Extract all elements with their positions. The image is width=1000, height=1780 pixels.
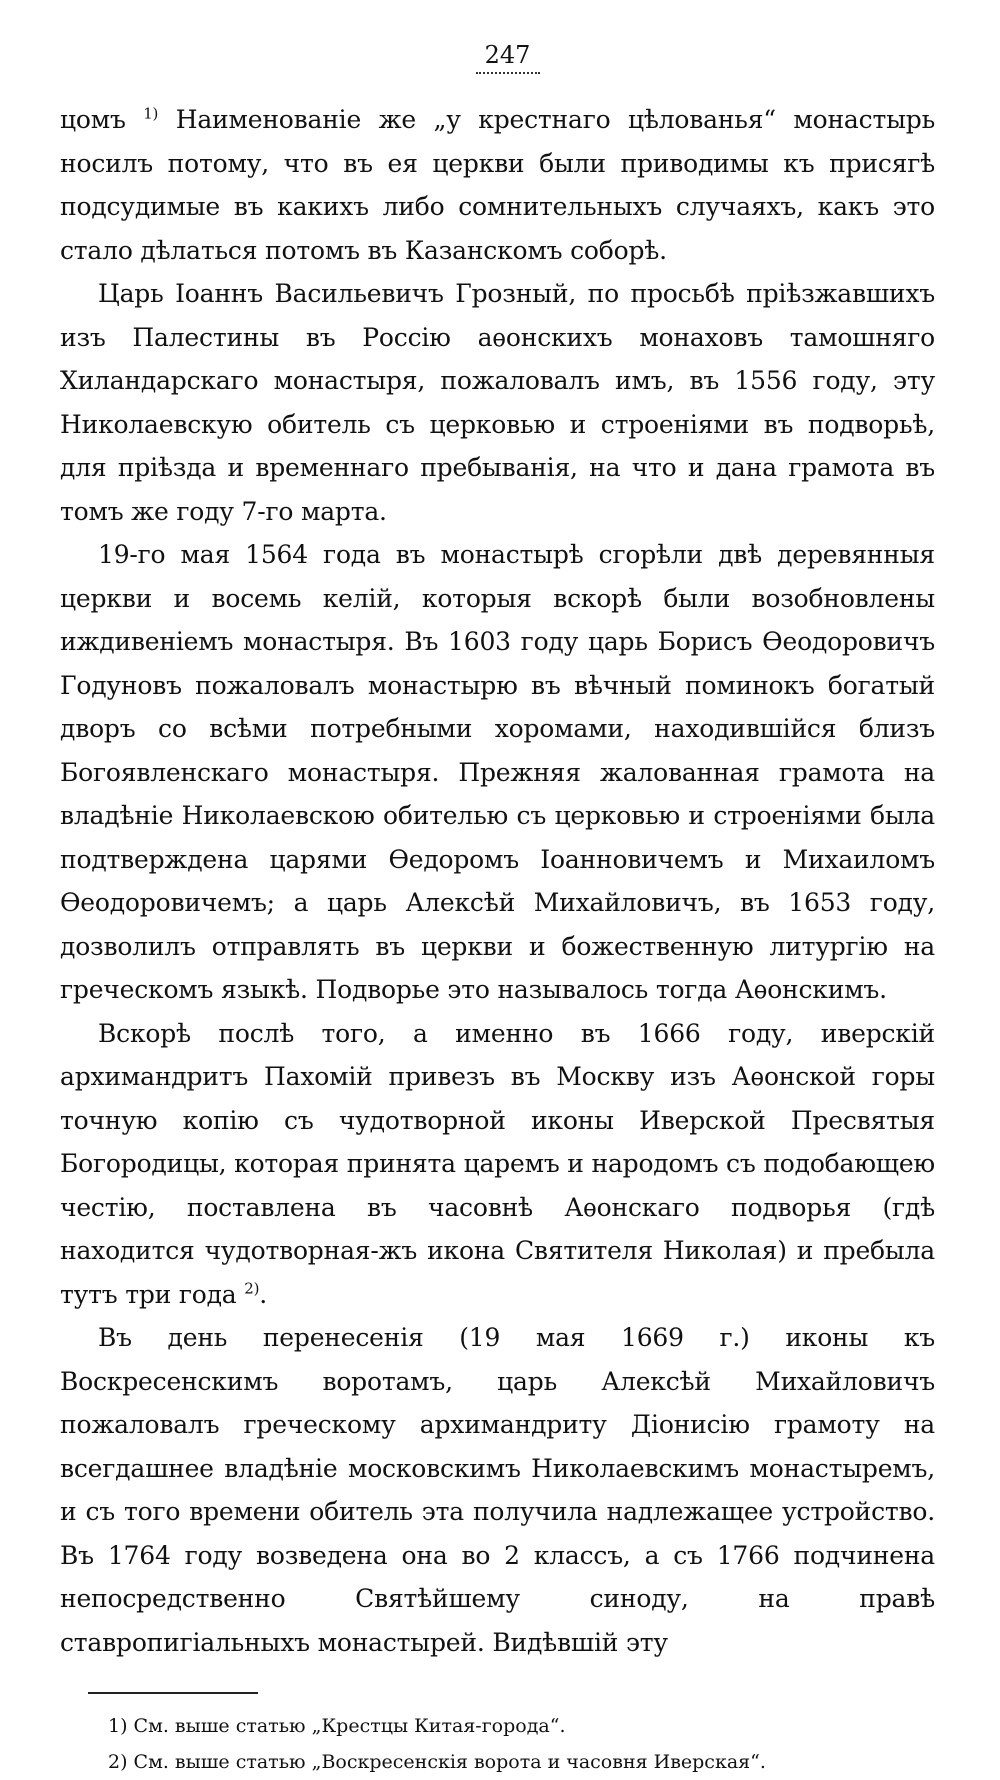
paragraph-5: Въ день перенесенія (19 мая 1669 г.) иконы къ Воскресенскимъ воротамъ, царь Алексѣй Михайловичъ пожаловалъ греческому архимандриту Діонисію грамоту на всегдашнее владѣніе московскимъ Николаевскимъ монастыремъ, и съ того времени обитель эта получила надлежащее устройство. Въ 1764 году возведена она во 2 классъ, а съ 1766 подчинена непосредственно Святѣйшему синоду, на правѣ ставропигіальныхъ монастырей. Видѣвшій эту bbox=[60, 1323, 935, 1657]
paragraph-1 bbox=[60, 98, 935, 272]
footnote-2: 2) См. выше статью „Воскресенскія ворота и часовня Иверская“. bbox=[108, 1751, 766, 1773]
page-number: 247 bbox=[484, 41, 531, 69]
page-number-rule bbox=[476, 72, 540, 74]
body-text bbox=[60, 98, 935, 1664]
paragraph-4-text-b: . bbox=[259, 1279, 268, 1309]
footnote-ref-2: 2) bbox=[244, 1279, 260, 1298]
book-page bbox=[60, 40, 935, 1780]
paragraph-3: 19-го мая 1564 года въ монастырѣ сгорѣли двѣ деревянныя церкви и восемь келій, которыя вскорѣ были возобновлены иждивеніемъ монастыря. Въ 1603 году царь Борисъ Ѳеодоровичъ Годуновъ пожаловалъ монастырю въ вѣчный поминокъ богатый дворъ со всѣми потребными хоромами, находившійся близъ Богоявленскаго монастыря. Прежняя жалованная грамота на владѣніе Николаевскою обителью съ церковью и строеніями была подтверждена царями Ѳедоромъ Іоанновичемъ и Михаиломъ Ѳеодоровичемъ; а царь Алексѣй Михайловичъ, въ 1653 году, дозволилъ отправлять въ церкви и божественную литургію на греческомъ языкѣ. Подворье это называлось тогда Аѳонскимъ. bbox=[60, 540, 935, 1004]
footnotes bbox=[60, 1708, 935, 1780]
footnote-1: 1) См. выше статью „Крестцы Китая-города“. bbox=[108, 1715, 566, 1737]
paragraph-4-text-a: Вскорѣ послѣ того, а именно въ 1666 году, иверскій архимандритъ Пахомій привезъ въ Москву изъ Аѳонской горы точную копію съ чудотворной иконы Иверской Пресвятыя Богородицы, которая принята царемъ и народомъ съ подобающею честію, поставлена въ часовнѣ Аѳонскаго подворья (гдѣ находится чудотворная-жъ икона Святителя Николая) и пребыла тутъ три года bbox=[60, 1018, 935, 1309]
paragraph-1-text-b: Наименованіе же „у крестнаго цѣлованья“ монастырь носилъ потому, что въ ея церкви были приводимы къ присягѣ подсудимые въ какихъ либо сомнительныхъ случаяхъ, какъ это стало дѣлаться потомъ въ Казанскомъ соборѣ. bbox=[60, 105, 935, 265]
paragraph-2: Царь Іоаннъ Васильевичъ Грозный, по просьбѣ пріѣзжавшихъ изъ Палестины въ Россію аѳонскихъ монаховъ тамошняго Хиландарскаго монастыря, пожаловалъ имъ, въ 1556 году, эту Николаевскую обитель съ церковью и строеніями въ подворьѣ, для пріѣзда и временнаго пребыванія, на что и дана грамота въ томъ же году 7-го марта. bbox=[60, 279, 935, 526]
paragraph-4 bbox=[60, 1012, 935, 1317]
footnote-rule bbox=[88, 1692, 258, 1694]
footnote-ref-1: 1) bbox=[143, 104, 159, 123]
paragraph-1-text-a: цомъ bbox=[60, 105, 144, 134]
